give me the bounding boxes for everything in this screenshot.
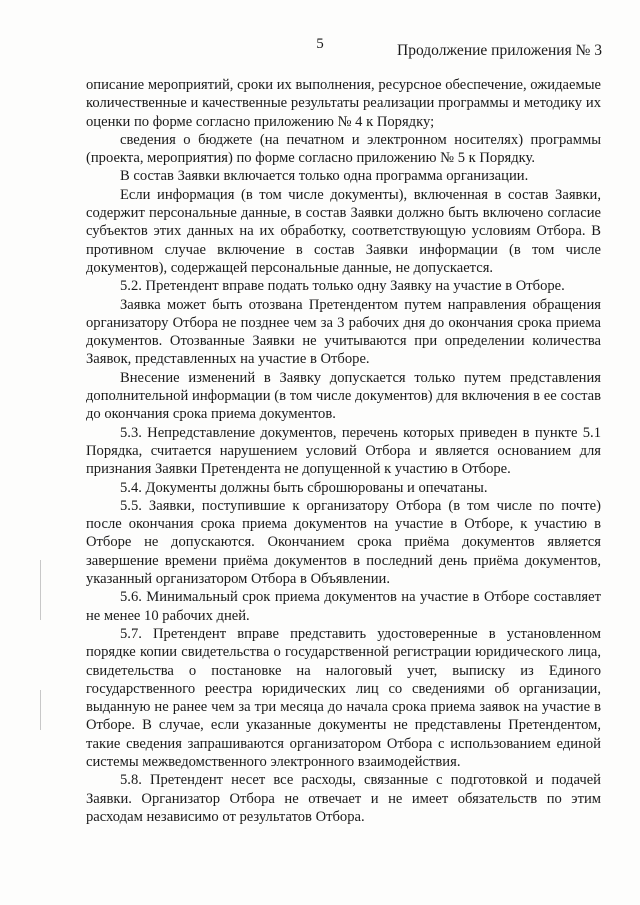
running-head: Продолжение приложения № 3 (397, 42, 602, 59)
paragraph: 5.4. Документы должны быть сброшюрованы и опечатаны. (120, 479, 488, 496)
paragraph: сведения о бюджете (на печатном и электронном носителях) программы (проекта, мероприятия) по форме согласно приложению № 5 к Порядку. (86, 131, 601, 167)
paragraph: 5.2. Претендент вправе подать только одну Заявку на участие в Отборе. (120, 278, 565, 295)
paragraph: Если информация (в том числе документы), включенная в состав Заявки, содержит персональные данные, в состав Заявки должно быть включено согласие субъектов этих данных на их обработку, соответствующую условиям Отбора. В противном случае включение в состав Заявки информации (в том числе документов), содержащей персональные данные, не допускается. (86, 186, 601, 276)
paragraph: Внесение изменений в Заявку допускается только путем представления дополнительной информации (в том числе документов) для включения в ее состав до окончания срока приема документов. (86, 369, 601, 423)
scan-margin-line (40, 560, 41, 620)
paragraph: 5.5. Заявки, поступившие к организатору Отбора (в том числе по почте) после окончания срока приема документов на участие в Отборе, к участию в Отборе не допускаются. Окончанием срока приёма документов является завершение времени приёма документов в последний день приёма документов, указанный организатором Отбора в Объявлении. (86, 497, 601, 588)
page-number: 5 (316, 36, 324, 52)
scan-margin-line (40, 690, 41, 730)
paragraph: описание мероприятий, сроки их выполнения, ресурсное обеспечение, ожидаемые количественные и качественные результаты реализации программы и методику их оценки по форме согласно приложению № 4 к Порядку; (86, 77, 601, 130)
paragraph: 5.6. Минимальный срок приема документов на участие в Отборе составляет не менее 10 рабочих дней. (86, 589, 601, 624)
paragraph: 5.3. Непредставление документов, перечень которых приведен в пункте 5.1 Порядка, считается нарушением условий Отбора и является основанием для признания Заявки Претендента не допущенной к участию в Отборе. (86, 424, 601, 478)
document-body (86, 76, 601, 826)
paragraph: 5.7. Претендент вправе представить удостоверенные в установленном порядке копии свидетельства о государственной регистрации юридического лица, свидетельства о постановке на налоговый учет, выписку из Единого государственного реестра юридических лиц со сведениями об организации, выданную не ранее чем за три месяца до начала срока приема заявок на участие в Отборе. В случае, если указанные документы не представлены Претендентом, такие сведения запрашиваются организатором Отбора с использованием единой системы межведомственного электронного взаимодействия. (86, 625, 601, 770)
paragraph: В состав Заявки включается только одна программа организации. (120, 168, 529, 185)
paragraph: Заявка может быть отозвана Претендентом путем направления обращения организатору Отбора не позднее чем за 3 рабочих дня до окончания срока приема документов. Отозванные Заявки не учитываются при определении количества Заявок, представленных на участие в Отборе. (86, 296, 601, 368)
paragraph: 5.8. Претендент несет все расходы, связанные с подготовкой и подачей Заявки. Организатор Отбора не отвечает и не имеет обязательств по этим расходам независимо от результатов Отбора. (86, 772, 601, 825)
